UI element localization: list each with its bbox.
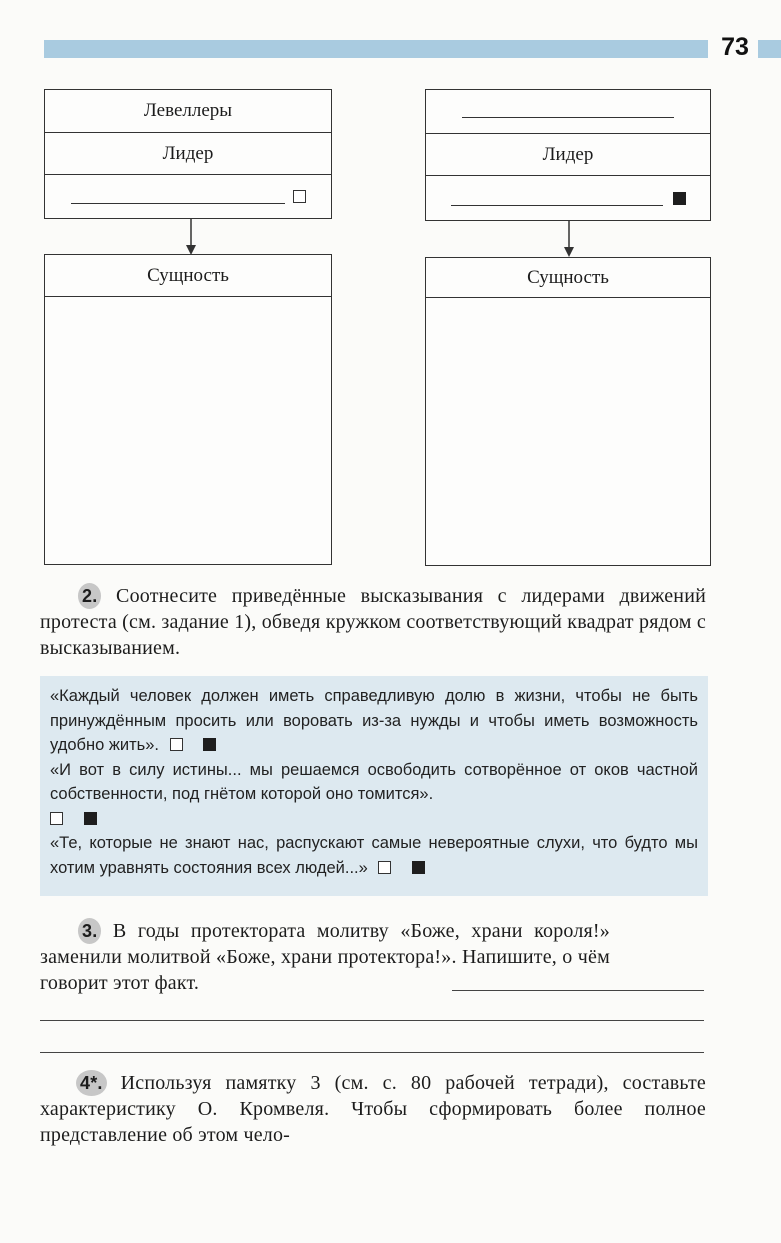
left-answer-line[interactable] (71, 203, 285, 204)
quote-3-text: «Те, которые не знают нас, распускают самые невероятные слухи, что будто мы хотим уравнять состояния всех людей...» (50, 834, 698, 877)
left-essence-area[interactable] (45, 297, 331, 564)
task-4 (40, 1070, 706, 1148)
task-3 (40, 918, 610, 996)
left-leader-label: Лидер (162, 142, 214, 164)
right-scheme-top-box (425, 89, 711, 221)
right-leader-cell (426, 134, 710, 176)
right-essence-area[interactable] (426, 298, 710, 565)
task-3-answer-line-3[interactable] (40, 1052, 704, 1053)
left-essence-label: Сущность (147, 264, 229, 286)
quote-2-filled-square-icon[interactable] (84, 812, 97, 825)
task-2-text: Соотнесите приведённые высказывания с лидерами движений протеста (см. задание 1), обведя кружком соответствующий квадрат рядом с высказыванием. (40, 585, 706, 659)
filled-square-icon (673, 192, 686, 205)
quote-2-text: «И вот в силу истины... мы решаемся освободить сотворённое от оков частной собственности, под гнётом которой оно томится». (50, 760, 698, 803)
task-2 (40, 583, 706, 661)
right-title-cell[interactable] (426, 90, 710, 134)
quote-3-filled-square-icon[interactable] (412, 861, 425, 874)
left-title-cell (45, 90, 331, 133)
right-essence-header (426, 258, 710, 298)
right-answer-cell[interactable] (426, 176, 710, 220)
task-2-number: 2. (78, 583, 101, 609)
task-3-answer-line-1[interactable] (452, 990, 704, 991)
task-3-text: В годы протектората молитву «Боже, храни короля!» заменили молитвой «Боже, храни протектора!». Напишите, о чём говорит этот факт. (40, 920, 610, 994)
right-leader-label: Лидер (542, 143, 594, 165)
quote-3-empty-square-icon[interactable] (378, 861, 391, 874)
header-bar (44, 40, 708, 58)
task-4-text: Используя памятку 3 (см. с. 80 рабочей тетради), составьте характеристику О. Кромвеля. Чтобы сформировать более полное представление об этом чело- (40, 1072, 706, 1146)
right-essence-box (425, 257, 711, 566)
left-arrow-icon (184, 219, 198, 257)
left-scheme-top-box (44, 89, 332, 219)
left-essence-box (44, 254, 332, 565)
right-essence-label: Сущность (527, 266, 609, 288)
right-title-line[interactable] (462, 117, 674, 118)
quote-1-text: «Каждый человек должен иметь справедливую долю в жизни, чтобы не быть принуждённым просить или воровать из-за нужды и чтобы иметь возможность удобно жить». (50, 687, 698, 754)
right-answer-line[interactable] (451, 205, 663, 206)
left-essence-header (45, 255, 331, 297)
quote-2 (50, 758, 698, 832)
quotes-box (40, 676, 708, 896)
quote-2-empty-square-icon[interactable] (50, 812, 63, 825)
right-arrow-icon (562, 221, 576, 259)
left-leader-cell (45, 133, 331, 175)
left-answer-cell[interactable] (45, 175, 331, 218)
quote-1 (50, 684, 698, 758)
left-title: Левеллеры (143, 100, 233, 121)
task-3-answer-line-2[interactable] (40, 1020, 704, 1021)
empty-square-icon (293, 190, 306, 203)
task-3-number: 3. (78, 918, 101, 944)
quote-1-filled-square-icon[interactable] (203, 738, 216, 751)
page-number: 73 (721, 33, 749, 61)
quote-3 (50, 831, 698, 880)
quote-1-empty-square-icon[interactable] (170, 738, 183, 751)
task-4-number: 4*. (76, 1070, 107, 1096)
header-bar-edge (758, 40, 781, 58)
